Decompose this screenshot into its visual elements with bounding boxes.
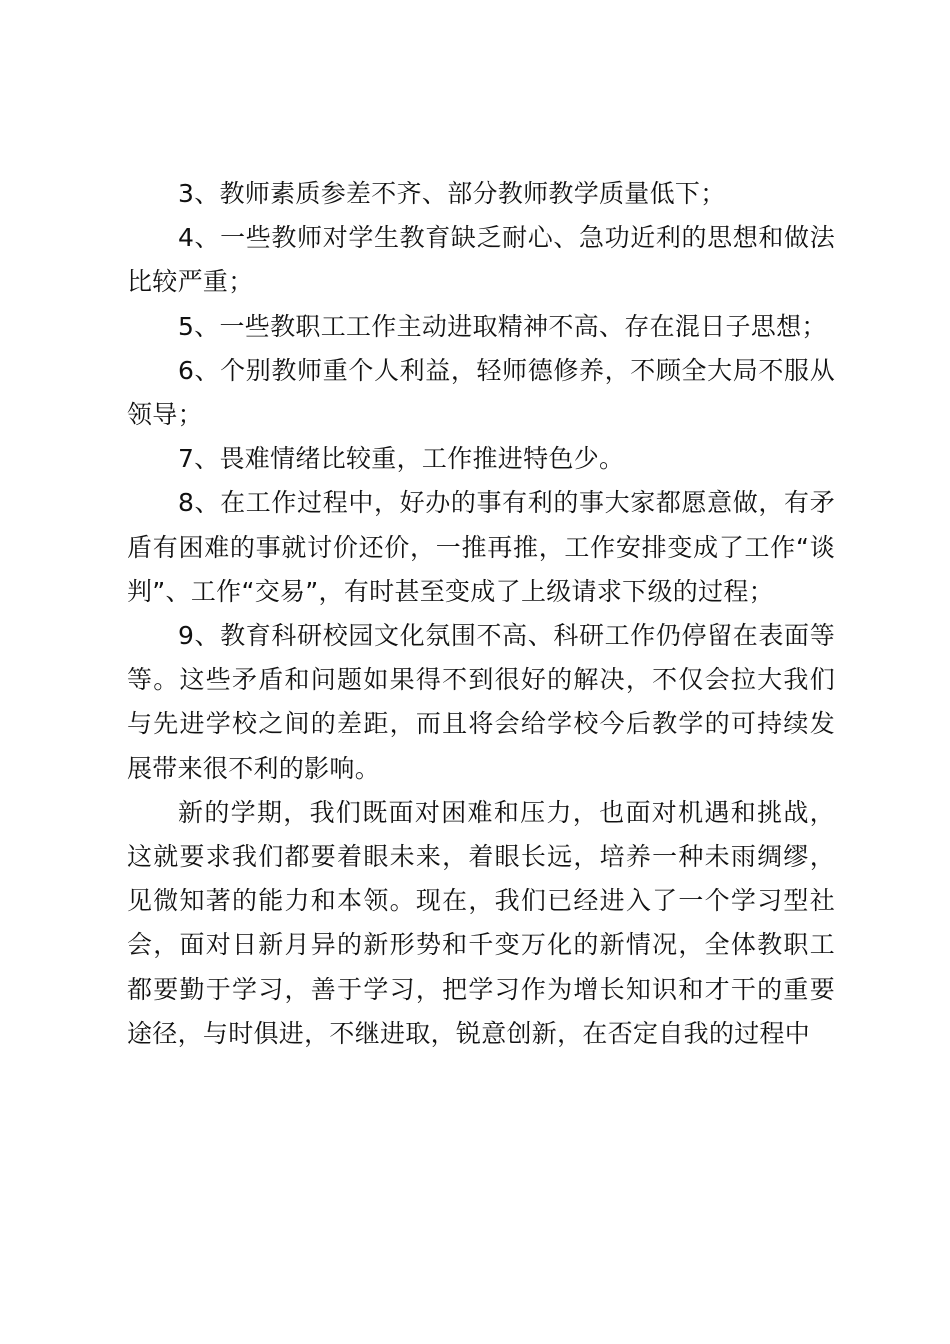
paragraph-item-9: 9、教育科研校园文化氛围不高、科研工作仍停留在表面等等。这些矛盾和问题如果得不到很好的解决，不仅会拉大我们与先进学校之间的差距，而且将会给学校今后教学的可持续发展带来很不利的影响。 <box>127 621 835 783</box>
paragraph-item-3: 3、教师素质参差不齐、部分教师教学质量低下； <box>178 179 726 208</box>
paragraph-item-4: 4、一些教师对学生教育缺乏耐心、急功近利的思想和做法比较严重； <box>127 223 835 297</box>
paragraph-item-8: 8、在工作过程中，好办的事有利的事大家都愿意做，有矛盾有困难的事就讨价还价，一推再推，工作安排变成了工作“谈判”、工作“交易”，有时甚至变成了上级请求下级的过程； <box>127 488 835 606</box>
paragraph-new-semester: 新的学期，我们既面对困难和压力，也面对机遇和挑战，这就要求我们都要着眼未来，着眼长远，培养一种未雨绸缪，见微知著的能力和本领。现在，我们已经进入了一个学习型社会，面对日新月异的新形势和千变万化的新情况，全体教职工都要勤于学习，善于学习，把学习作为增长知识和才干的重要途径，与时俱进，不继进取，锐意创新，在否定自我的过程中 <box>127 797 835 1048</box>
paragraph-item-5: 5、一些教职工工作主动进取精神不高、存在混日子思想； <box>178 311 827 341</box>
paragraph-item-6: 6、个别教师重个人利益，轻师德修养，不顾全大局不服从领导； <box>127 355 835 430</box>
paragraph-item-7: 7、畏难情绪比较重，工作推进特色少。 <box>178 444 625 474</box>
document-body <box>127 172 835 1056</box>
